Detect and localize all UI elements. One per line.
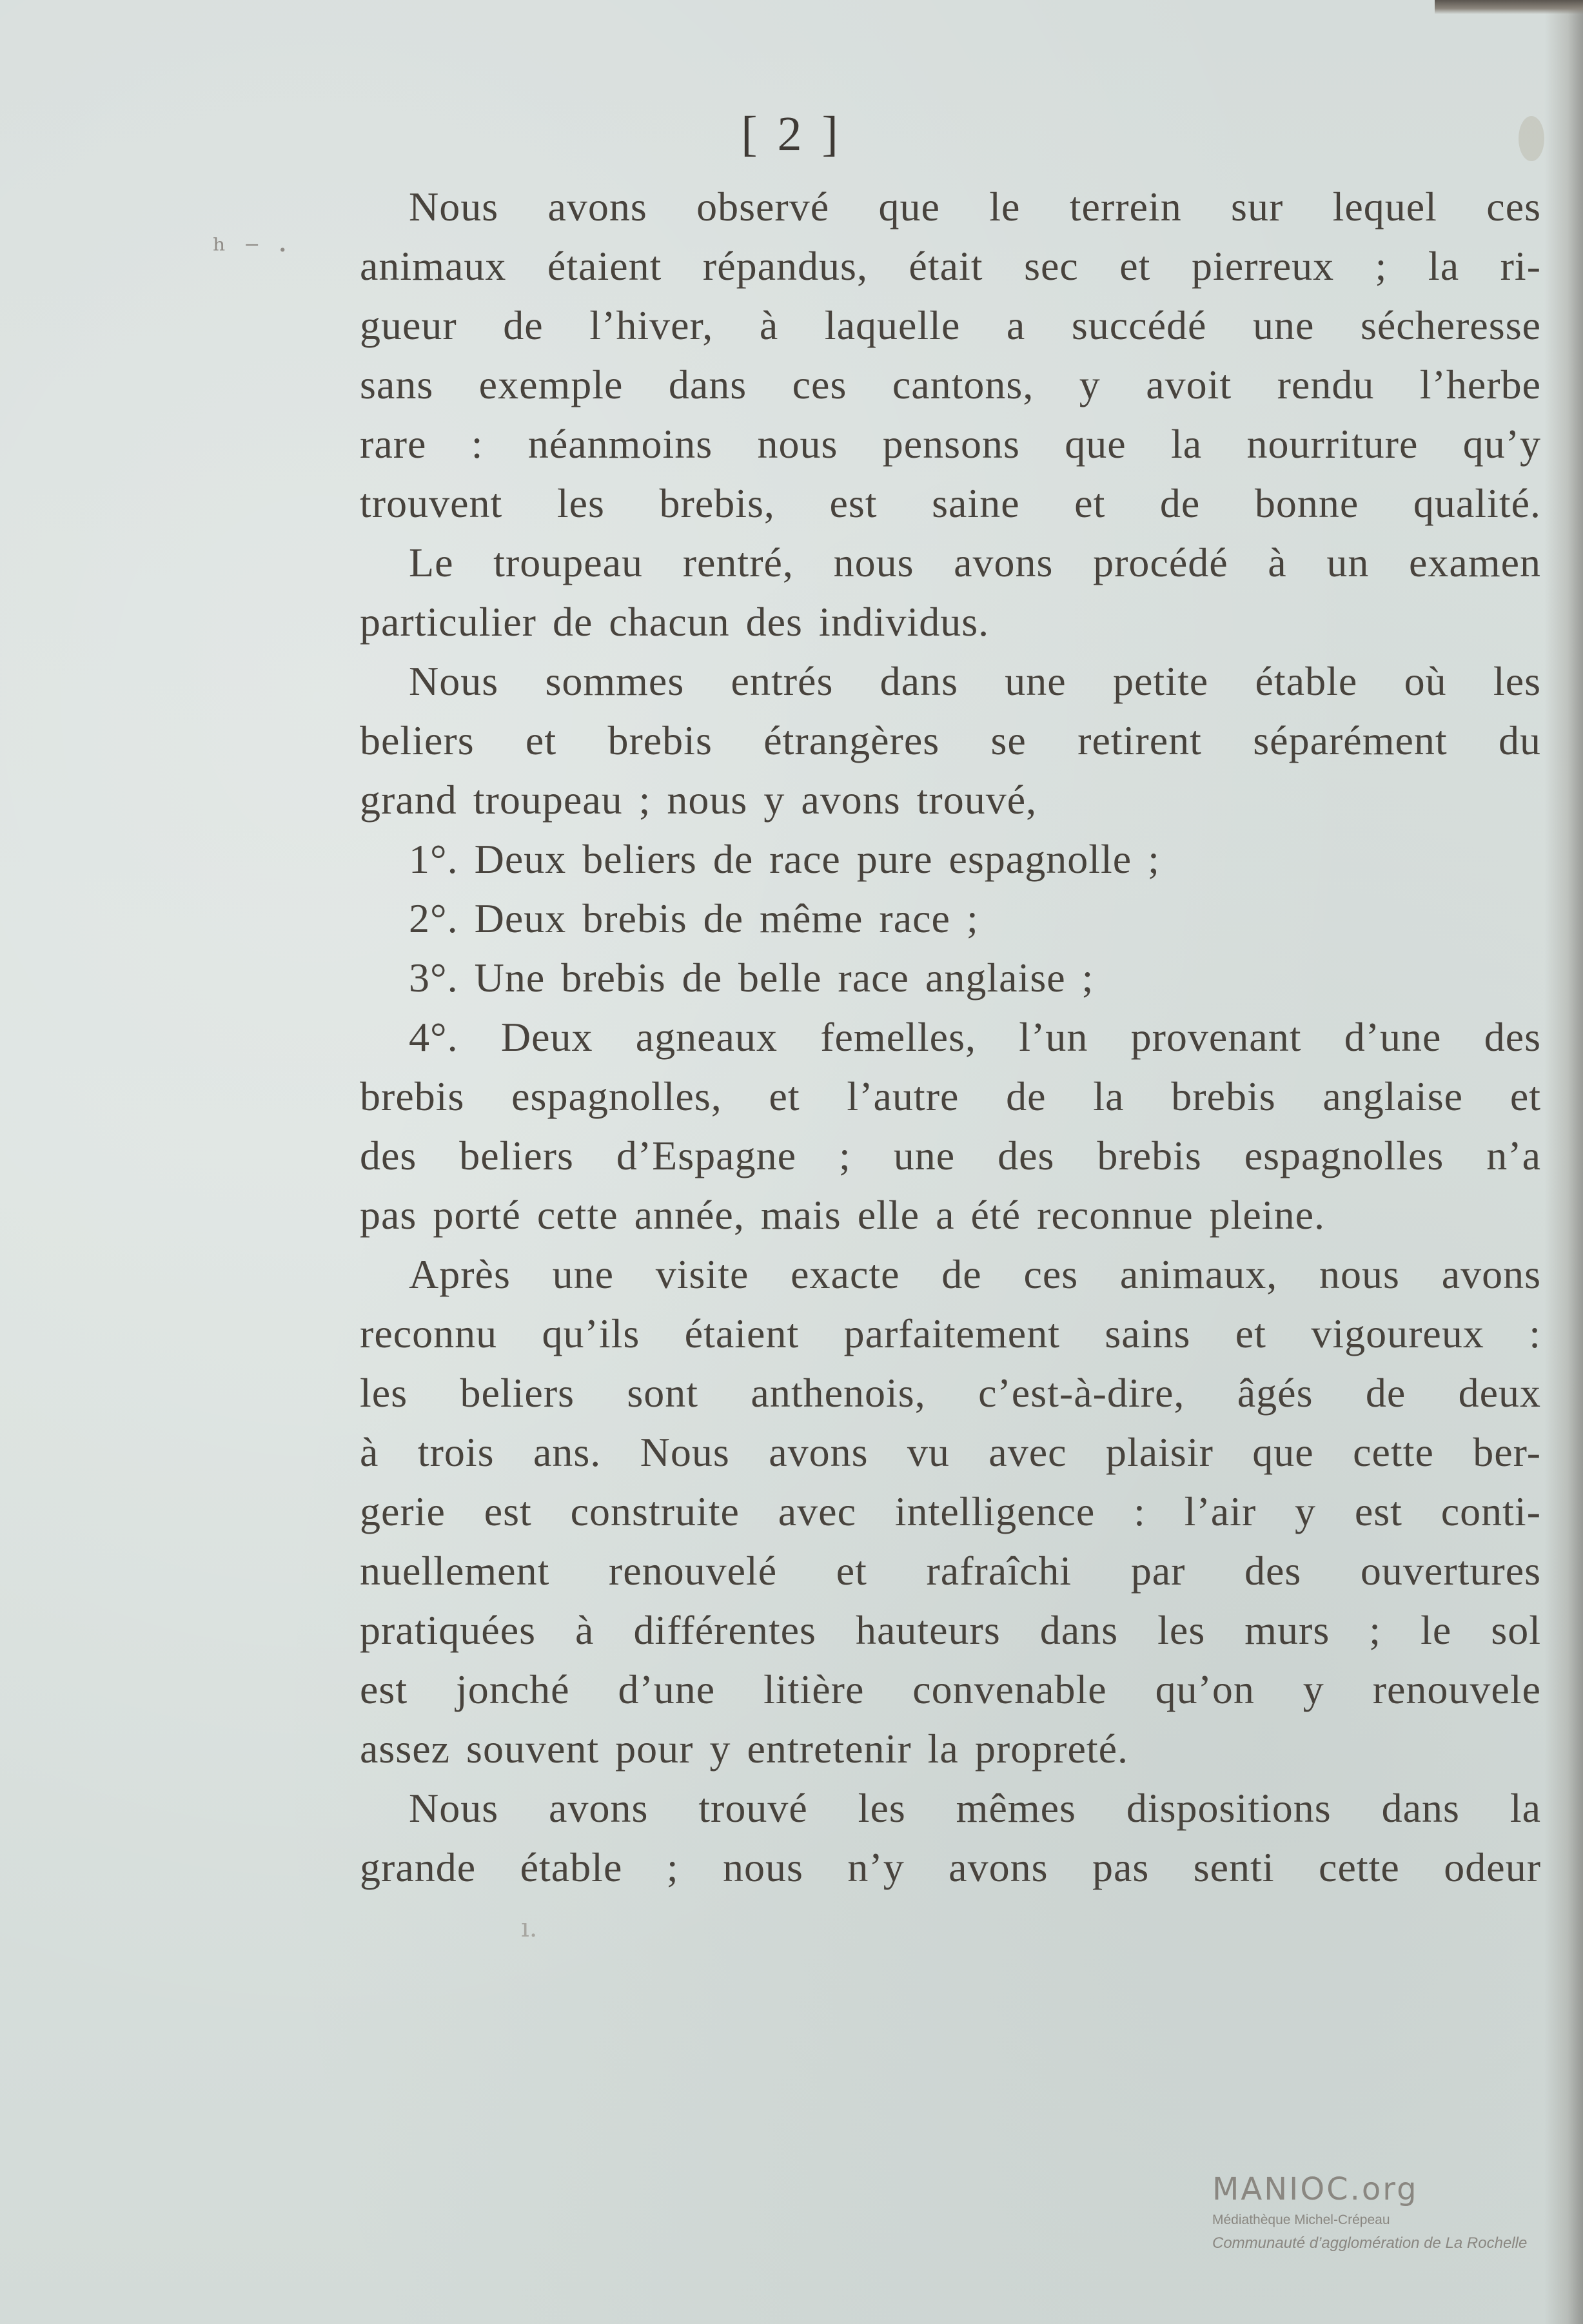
body-text — [360, 177, 1541, 1897]
text-line: les beliers sont anthenois, c’est-à-dire, âgés de deux — [360, 1370, 1541, 1416]
text-line: particulier de chacun des individus. — [360, 599, 990, 645]
watermark-community: Communauté d’agglomération de La Rochelle — [1212, 2234, 1528, 2252]
manioc-watermark — [1212, 2171, 1548, 2256]
text-line: beliers et brebis étrangères se retirent séparément du — [360, 718, 1541, 763]
text-line: est jonché d’une litière convenable qu’on y renouvele — [360, 1666, 1541, 1712]
list-item: 2°. Deux brebis de même race ; — [409, 895, 979, 941]
text-line: Nous avons trouvé les mêmes dispositions dans la — [409, 1785, 1541, 1831]
paragraph-5 — [360, 1779, 1541, 1897]
text-line: animaux étaient répandus, était sec et pierreux ; la ri- — [360, 243, 1541, 289]
paragraph-1 — [360, 177, 1541, 533]
text-line: sans exemple dans ces cantons, y avoit rendu l’herbe — [360, 362, 1541, 407]
page-edge-shadow — [1544, 0, 1583, 2324]
page-corner-binding — [1435, 0, 1583, 14]
text-line: grand troupeau ; nous y avons trouvé, — [360, 777, 1037, 823]
text-line: nuellement renouvelé et rafraîchi par des ouvertures — [360, 1548, 1541, 1594]
watermark-institution: Médiathèque Michel-Crépeau — [1212, 2212, 1390, 2227]
paragraph-3 — [360, 652, 1541, 830]
text-line: trouvent les brebis, est saine et de bonne qualité. — [360, 480, 1541, 526]
text-line: gueur de l’hiver, à laquelle a succédé une sécheresse — [360, 302, 1541, 348]
text-line: pratiquées à différentes hauteurs dans les murs ; le sol — [360, 1607, 1541, 1653]
text-line: à trois ans. Nous avons vu avec plaisir que cette ber- — [360, 1429, 1541, 1475]
paragraph-2 — [360, 533, 1541, 652]
margin-annotation: ʰ ⁻ · — [213, 232, 291, 268]
text-line: Le troupeau rentré, nous avons procédé à un examen — [409, 540, 1541, 585]
list-item: 4°. Deux agneaux femelles, l’un provenant d’une des — [409, 1014, 1541, 1060]
text-line: brebis espagnolles, et l’autre de la brebis anglaise et — [360, 1073, 1541, 1119]
text-line: des beliers d’Espagne ; une des brebis espagnolles n’a — [360, 1133, 1541, 1178]
page-number: [ 2 ] — [741, 107, 842, 161]
text-line: Nous avons observé que le terrein sur lequel ces — [409, 184, 1541, 229]
text-line: pas porté cette année, mais elle a été reconnue pleine. — [360, 1192, 1325, 1238]
ink-smudge: ı. — [521, 1913, 538, 1943]
watermark-name: MANIOC.org — [1212, 2171, 1419, 2207]
list-item: 3°. Une brebis de belle race anglaise ; — [409, 955, 1094, 1001]
text-line: grande étable ; nous n’y avons pas senti cette odeur — [360, 1844, 1541, 1890]
text-line: assez souvent pour y entretenir la propreté. — [360, 1726, 1129, 1772]
text-line: rare : néanmoins nous pensons que la nourriture qu’y — [360, 421, 1541, 467]
list-item: 1°. Deux beliers de race pure espagnolle ; — [409, 836, 1160, 882]
text-line: reconnu qu’ils étaient parfaitement sains et vigoureux : — [360, 1311, 1541, 1356]
enumerated-list — [360, 830, 1541, 1245]
text-line: Après une visite exacte de ces animaux, nous avons — [409, 1251, 1541, 1297]
paragraph-4 — [360, 1245, 1541, 1779]
text-line: gerie est construite avec intelligence : l’air y est conti- — [360, 1489, 1541, 1534]
text-line: Nous sommes entrés dans une petite étable où les — [409, 658, 1541, 704]
